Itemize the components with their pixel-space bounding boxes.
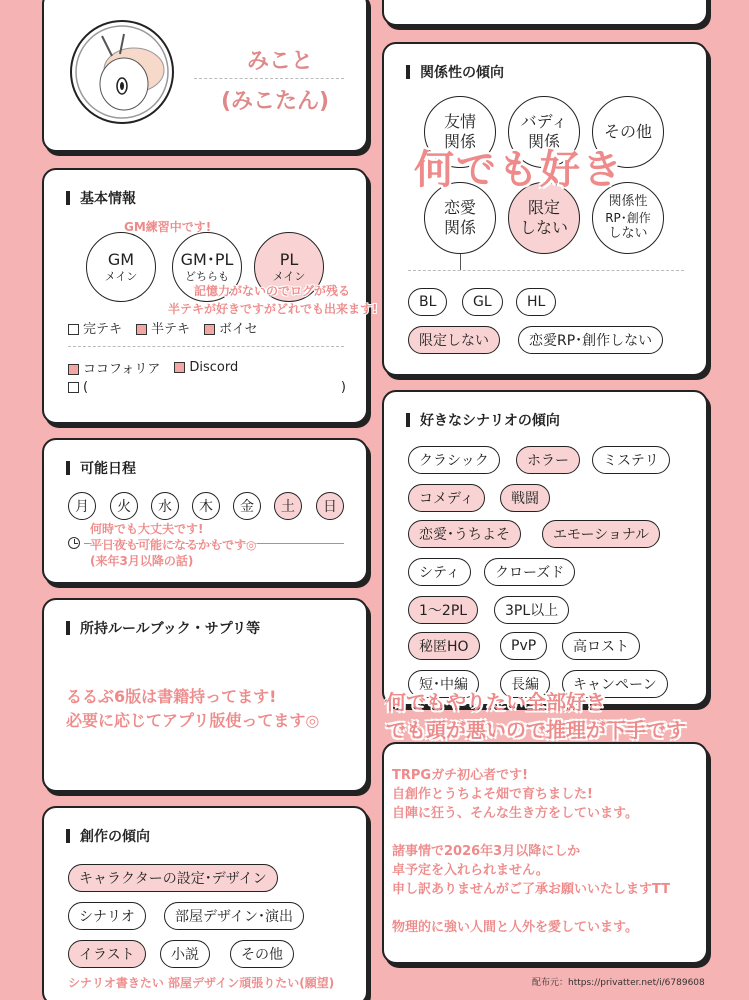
sc-3pl[interactable]: 3PL以上 [494, 596, 569, 624]
style-option[interactable]: 半テキ [136, 318, 190, 337]
basic-divider [68, 346, 344, 347]
schedule-note-3: (来年3月以降の話) [90, 554, 194, 568]
sc-mystery[interactable]: ミステリ [592, 446, 670, 474]
rel-connector [460, 254, 461, 270]
creation-illust[interactable]: イラスト [68, 940, 146, 968]
name-divider [194, 78, 344, 79]
day-thu[interactable]: 木 [192, 492, 220, 520]
day-sat[interactable]: 土 [274, 492, 302, 520]
day-fri[interactable]: 金 [233, 492, 261, 520]
sc-horror[interactable]: ホラー [516, 446, 580, 474]
rel-no-rp[interactable]: 関係性 RP･創作 しない [592, 182, 664, 254]
log-note-1: 記憶力がないのでログが残る [194, 284, 351, 298]
tool-option[interactable]: Discord [174, 360, 238, 375]
checkbox-icon [174, 362, 185, 373]
sc-classic[interactable]: クラシック [408, 446, 500, 474]
rulebook-card [42, 598, 368, 792]
checkbox-icon [204, 324, 215, 335]
gm-practice-note: GM練習中です! [124, 220, 212, 234]
sc-secret-ho[interactable]: 秘匿HO [408, 632, 480, 660]
creation-character-design[interactable]: キャラクターの設定･デザイン [68, 864, 278, 892]
rulebook-note-1: るるぶ6版は書籍持ってます! [66, 687, 277, 706]
other-tool-row[interactable]: ( ) [68, 380, 346, 395]
creation-other[interactable]: その他 [230, 940, 294, 968]
profile-nickname: (みこたん) [220, 89, 330, 114]
checkbox-icon [68, 324, 79, 335]
rel-hl[interactable]: HL [516, 288, 556, 316]
relationship-divider [408, 270, 684, 271]
tool-row [68, 358, 238, 377]
rel-other[interactable]: その他 [592, 96, 664, 168]
sc-emotional[interactable]: エモーショナル [542, 520, 660, 548]
day-sun[interactable]: 日 [316, 492, 344, 520]
basic-info-title: 基本情報 [66, 188, 136, 208]
rel-pill-no-rp[interactable]: 恋愛RP･創作しない [518, 326, 663, 354]
creation-note: シナリオ書きたい 部屋デザイン頑張りたい(願望) [68, 976, 335, 990]
schedule-note-1: 何時でも大丈夫です! [90, 522, 204, 536]
scenario-title: 好きなシナリオの傾向 [406, 410, 560, 430]
schedule-card [42, 438, 368, 584]
free-text-card [382, 742, 708, 964]
schedule-title: 可能日程 [66, 458, 136, 478]
schedule-note-2: 平日夜も可能になるかもです◎ [90, 538, 257, 552]
footer-credit: 配布元：https://privatter.net/i/6789608 [532, 978, 705, 988]
scenario-card [382, 390, 708, 706]
checkbox-icon [68, 364, 79, 375]
rel-gl[interactable]: GL [462, 288, 503, 316]
clock-icon [68, 537, 80, 549]
rel-friendship[interactable]: 友情 関係 [424, 96, 496, 168]
rulebook-title: 所持ルールブック・サプリ等 [66, 618, 260, 638]
day-mon[interactable]: 月 [68, 492, 96, 520]
creation-title: 創作の傾向 [66, 826, 150, 846]
creation-card [42, 806, 368, 1000]
day-tue[interactable]: 火 [110, 492, 138, 520]
profile-card [42, 0, 368, 152]
checkbox-icon [68, 382, 79, 393]
creation-room-design[interactable]: 部屋デザイン･演出 [164, 902, 304, 930]
style-option[interactable]: 完テキ [68, 318, 122, 337]
sc-campaign[interactable]: キャンペーン [562, 670, 668, 698]
sc-short-mid[interactable]: 短･中編 [408, 670, 479, 698]
role-pl-main[interactable]: PL メイン [254, 232, 324, 302]
rel-buddy[interactable]: バディ 関係 [508, 96, 580, 168]
relationship-title: 関係性の傾向 [406, 62, 504, 82]
creation-novel[interactable]: 小説 [160, 940, 210, 968]
avatar-illustration [72, 22, 172, 122]
rel-romance[interactable]: 恋愛 関係 [424, 182, 496, 254]
play-style-row [68, 318, 258, 337]
tool-option[interactable]: ココフォリア [68, 358, 160, 377]
relationship-card [382, 42, 708, 376]
sc-closed[interactable]: クローズド [484, 558, 575, 586]
scenario-overlay-1: 何でもやりたい全部好き [386, 690, 606, 714]
role-gm-main[interactable]: GM メイン [86, 232, 156, 302]
sc-high-lost[interactable]: 高ロスト [562, 632, 640, 660]
avatar [70, 20, 174, 124]
rel-pill-unlimited[interactable]: 限定しない [408, 326, 500, 354]
role-gm-pl-both[interactable]: GM･PL どちらも [172, 232, 242, 302]
top-right-card [382, 0, 708, 26]
sc-city[interactable]: シティ [408, 558, 471, 586]
style-option[interactable]: ボイセ [204, 318, 258, 337]
rel-bl[interactable]: BL [408, 288, 447, 316]
sc-romance[interactable]: 恋愛･うちよそ [408, 520, 521, 548]
relationship-overlay: 何でも好き [414, 147, 624, 193]
creation-scenario[interactable]: シナリオ [68, 902, 146, 930]
sc-pvp[interactable]: PvP [500, 632, 547, 660]
rulebook-note-2: 必要に応じてアプリ版使ってます◎ [66, 711, 320, 730]
sc-1-2pl[interactable]: 1〜2PL [408, 596, 478, 624]
day-wed[interactable]: 水 [151, 492, 179, 520]
sc-comedy[interactable]: コメディ [408, 484, 485, 512]
scenario-overlay-2: でも頭が悪いので推理が下手です [386, 718, 686, 742]
checkbox-icon [136, 324, 147, 335]
sc-battle[interactable]: 戦闘 [500, 484, 550, 512]
free-text: TRPGガチ初心者です! 自創作とうちよそ畑で育ちました! 自陣に狂う、そんな生き方をしています。 諸事情で2026年3月以降にしか 卓予定を入れられません。 申し訳ありませんがご了承お願いいたしますTT 物理的に強い人間と人外を愛しています。 [392, 768, 671, 935]
rel-unlimited[interactable]: 限定 しない [508, 182, 580, 254]
profile-name: みこと [246, 49, 313, 74]
sc-long[interactable]: 長編 [500, 670, 550, 698]
basic-info-card [42, 168, 378, 424]
log-note-2: 半テキが好きですがどれでも出来ます! [168, 302, 378, 316]
